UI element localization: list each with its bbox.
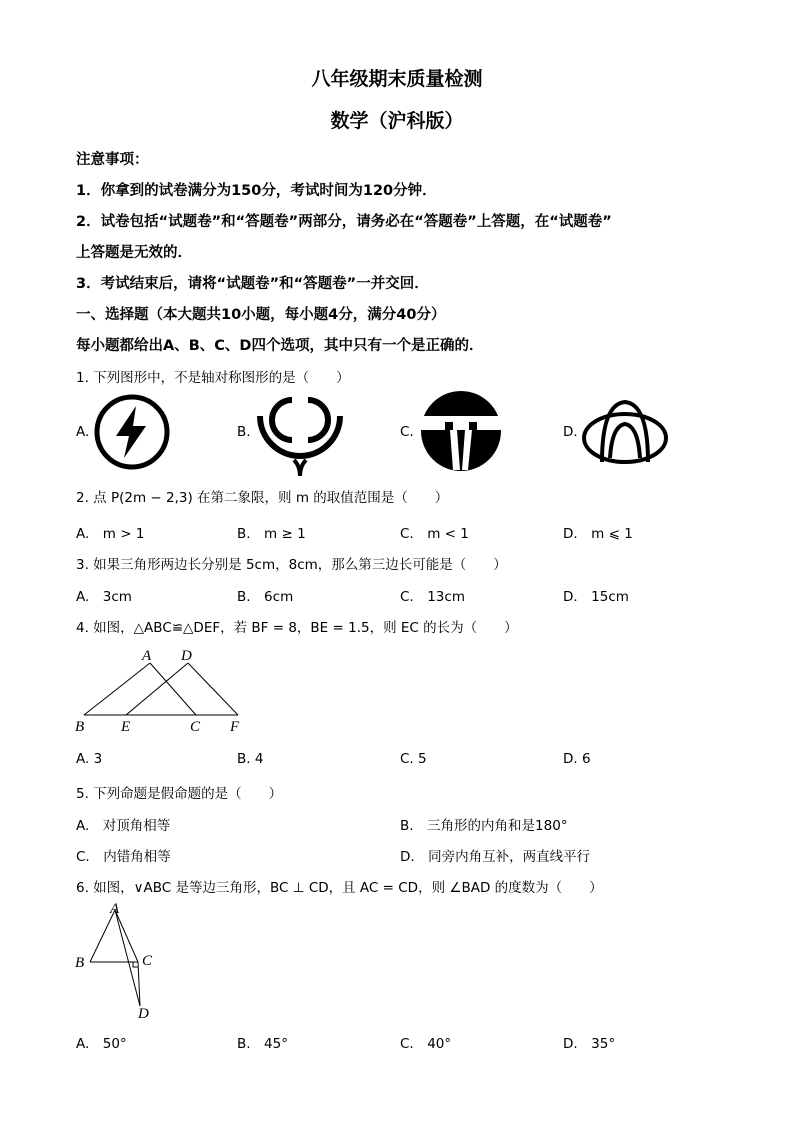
q4-label-b: B [75, 719, 85, 735]
question-5-stem: 5. 下列命题是假命题的是（ ） [76, 786, 283, 802]
q2-option-d: D. m ⩽ 1 [563, 526, 633, 542]
q1-figure-a-lightning-icon [92, 392, 172, 472]
exam-subtitle: 数学（沪科版） [330, 110, 464, 132]
q4-option-b: B. 4 [237, 751, 264, 767]
notice-item-2-cont: 上答题是无效的． [76, 245, 192, 261]
q1-figure-b-ring-icon [254, 388, 346, 480]
section-instruction: 每小题都给出A、B、C、D四个选项，其中只有一个是正确的． [76, 338, 484, 354]
q4-option-d: D. 6 [563, 751, 591, 767]
q2-option-b: B. m ≥ 1 [237, 526, 306, 542]
q3-option-c: C. 13cm [400, 589, 465, 605]
q4-triangle-figure [70, 645, 250, 740]
q5-option-d: D. 同旁内角互补，两直线平行 [400, 849, 591, 865]
q5-option-a: A. 对顶角相等 [76, 818, 171, 834]
q2-option-a: A. m > 1 [76, 526, 145, 542]
q1-option-c-label: C. [400, 424, 414, 440]
q6-label-a: A [110, 901, 120, 917]
q6-label-c: C [142, 953, 153, 969]
q3-option-a: A. 3cm [76, 589, 132, 605]
q1-figure-d-ellipse-icon [580, 396, 670, 468]
q3-option-b: B. 6cm [237, 589, 294, 605]
q1-option-b-label: B. [237, 424, 251, 440]
q4-label-a: A [142, 648, 152, 664]
q3-option-d: D. 15cm [563, 589, 629, 605]
q1-option-a-label: A. [76, 424, 90, 440]
q4-label-c: C [190, 719, 201, 735]
q4-option-a: A. 3 [76, 751, 103, 767]
exam-title: 八年级期末质量检测 [311, 68, 483, 90]
question-4-stem: 4. 如图，△ABC≌△DEF，若 BF = 8，BE = 1.5，则 EC 的长为（ ） [76, 620, 518, 636]
q6-label-b: B [75, 955, 85, 971]
q4-label-e: E [121, 719, 131, 735]
question-6-stem: 6. 如图，∨ABC 是等边三角形，BC ⊥ CD，且 AC = CD，则 ∠BAD 的度数为（ ） [76, 880, 603, 896]
q6-triangle-figure [72, 898, 162, 1024]
q4-label-f: F [230, 719, 240, 735]
notice-item-3: 3．考试结束后，请将“试题卷”和“答题卷”一并交回． [76, 276, 429, 292]
notice-heading: 注意事项： [76, 152, 149, 168]
q4-label-d: D [181, 648, 192, 664]
q1-option-d-label: D. [563, 424, 578, 440]
q6-label-d: D [138, 1006, 149, 1022]
question-3-stem: 3. 如果三角形两边长分别是 5cm，8cm，那么第三边长可能是（ ） [76, 557, 507, 573]
question-1-stem: 1. 下列图形中，不是轴对称图形的是（ ） [76, 370, 350, 386]
q4-option-c: C. 5 [400, 751, 427, 767]
q2-option-c: C. m < 1 [400, 526, 469, 542]
q1-figure-c-disc-icon [420, 390, 502, 472]
question-2-stem: 2. 点 P(2m − 2,3) 在第二象限，则 m 的取值范围是（ ） [76, 490, 449, 506]
q6-option-a: A. 50° [76, 1036, 127, 1052]
q6-option-c: C. 40° [400, 1036, 452, 1052]
q5-option-b: B. 三角形的内角和是180° [400, 818, 568, 834]
notice-item-2: 2．试卷包括“试题卷”和“答题卷”两部分，请务必在“答题卷”上答题，在“试题卷” [76, 214, 612, 230]
q6-option-d: D. 35° [563, 1036, 616, 1052]
section-heading: 一、选择题（本大题共10小题，每小题4分，满分40分） [76, 307, 446, 323]
q5-option-c: C. 内错角相等 [76, 849, 171, 865]
q6-option-b: B. 45° [237, 1036, 288, 1052]
notice-item-1: 1．你拿到的试卷满分为150分，考试时间为120分钟． [76, 183, 437, 199]
